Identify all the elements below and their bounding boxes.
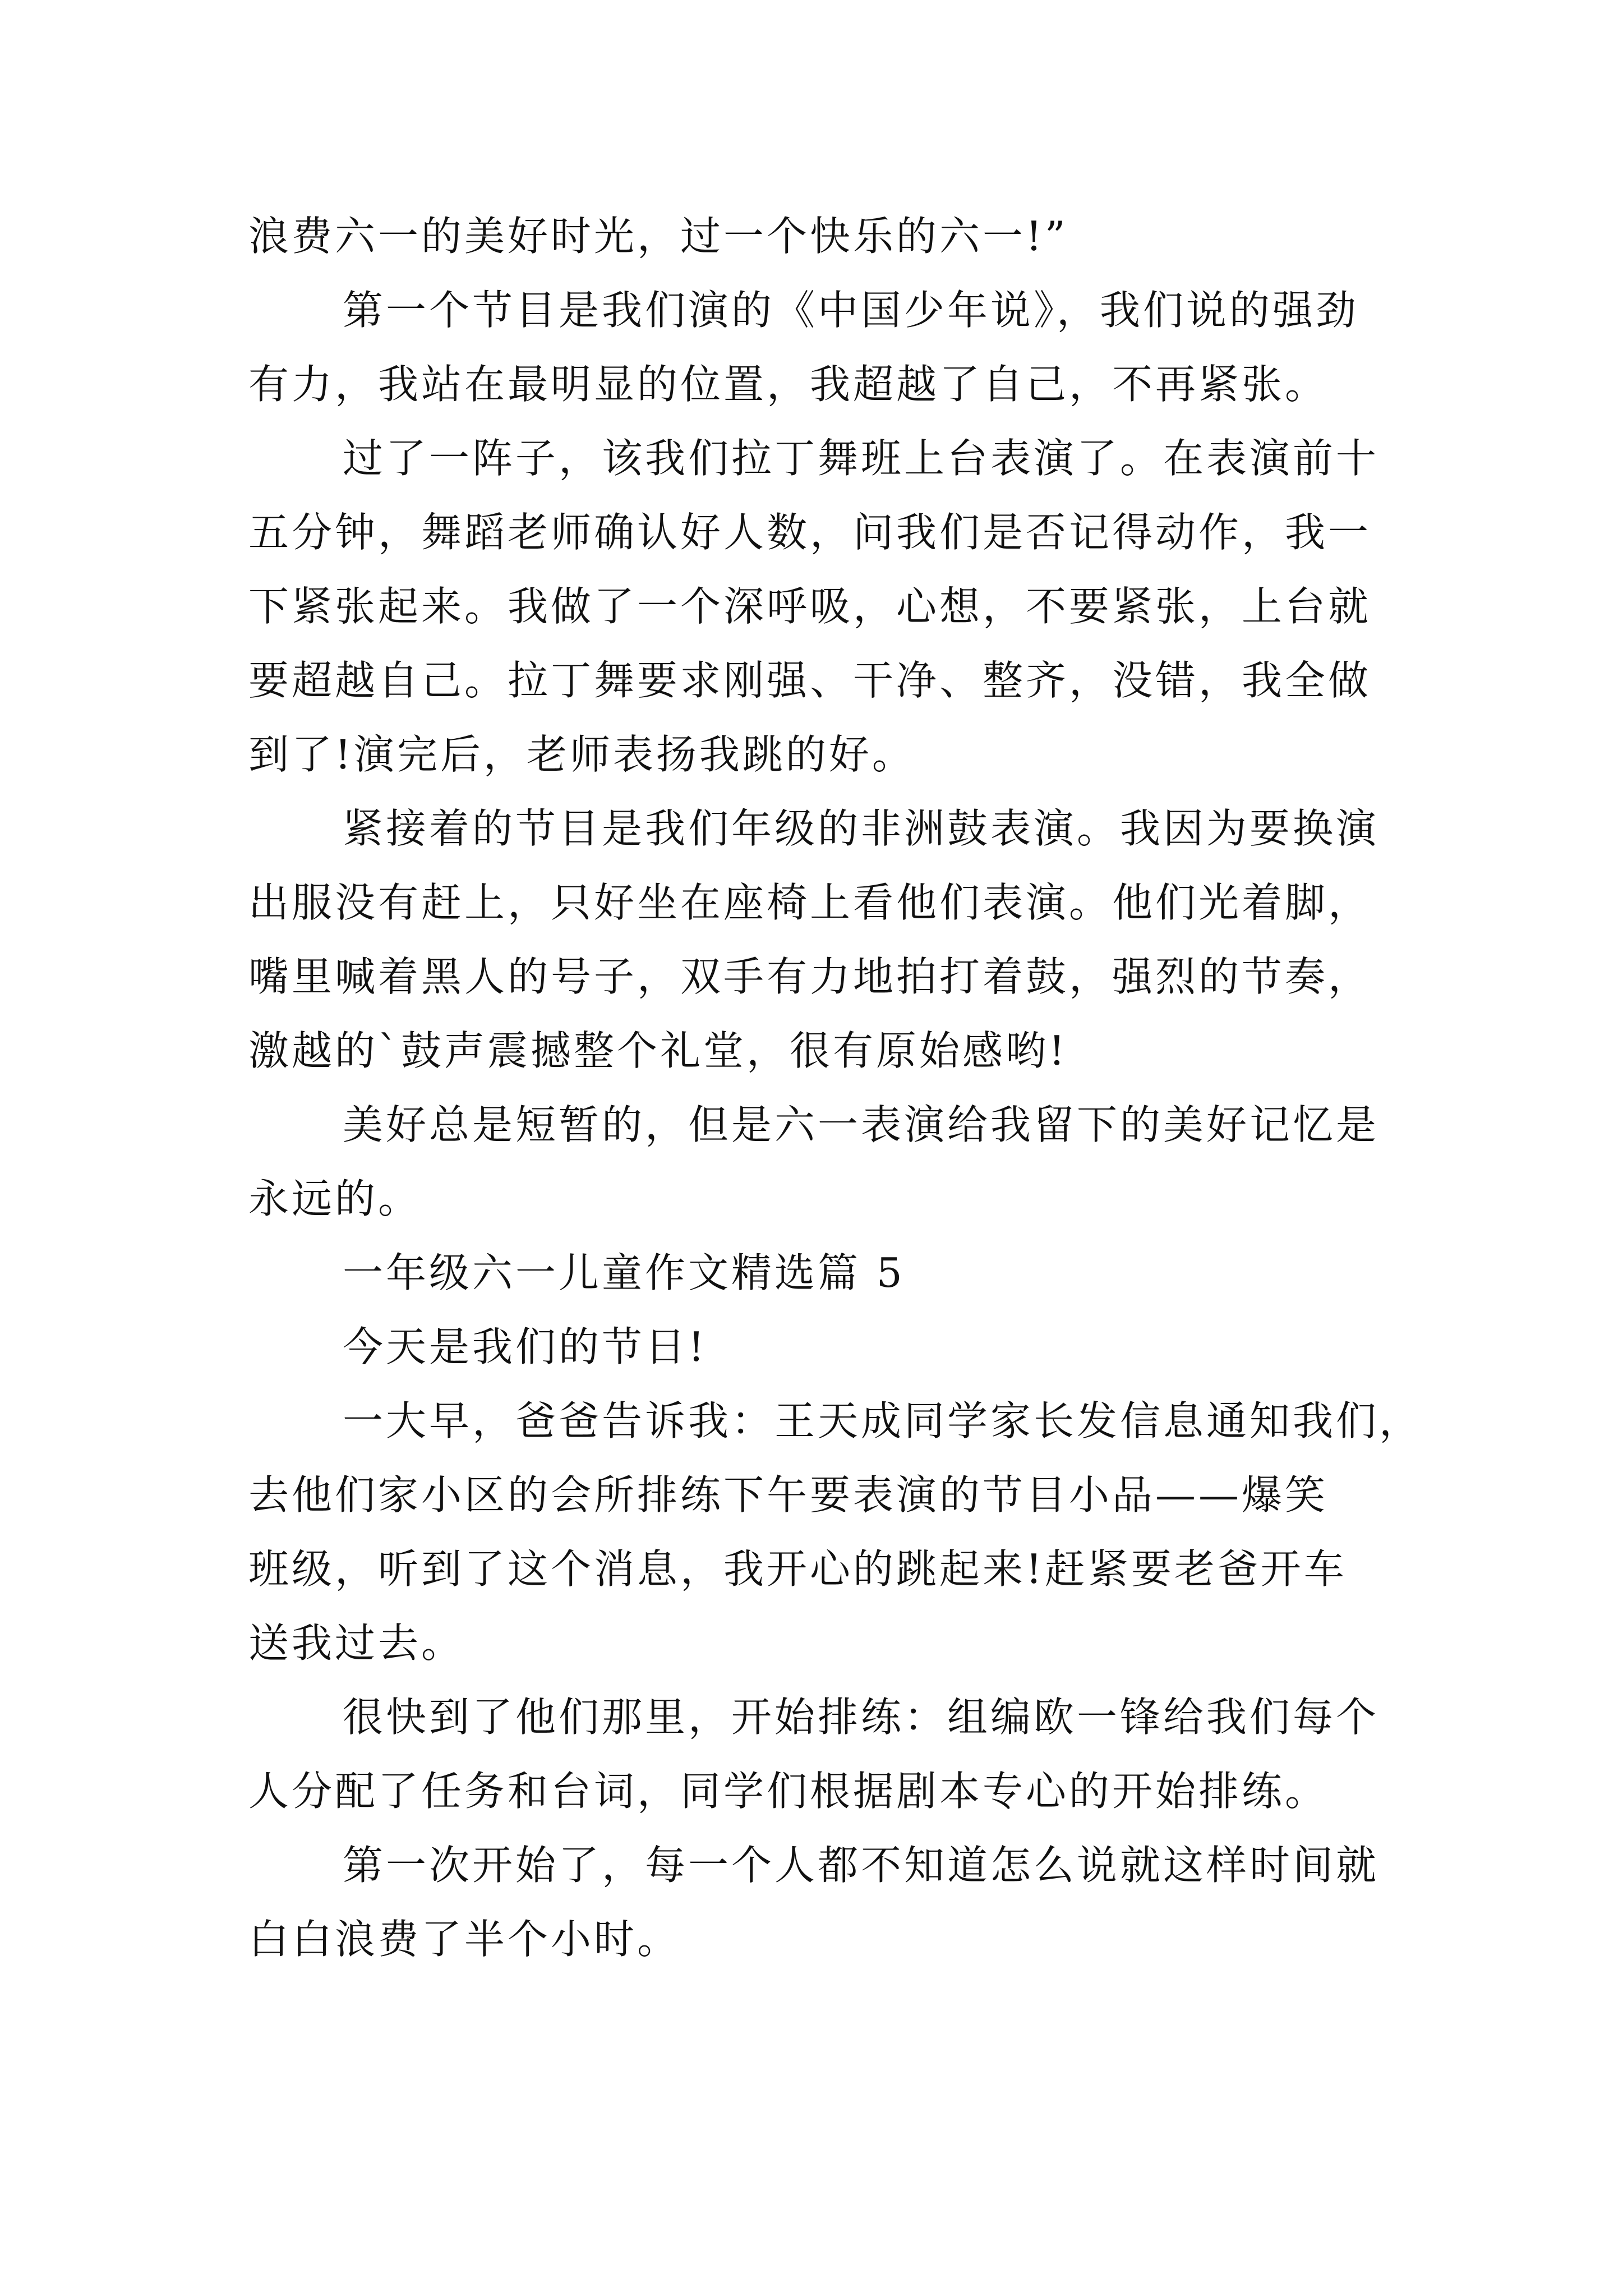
text-line: 今天是我们的节日! bbox=[343, 1323, 707, 1370]
text-line: 五分钟，舞蹈老师确认好人数，问我们是否记得动作，我一 bbox=[248, 509, 1372, 556]
text-line: 过了一阵子，该我们拉丁舞班上台表演了。在表演前十 bbox=[343, 435, 1380, 482]
text-line: 浪费六一的美好时光，过一个快乐的六一!” bbox=[248, 213, 1068, 260]
text-line: 到了!演完后，老师表扬我跳的好。 bbox=[248, 731, 915, 778]
text-line: 人分配了任务和台词，同学们根据剧本专心的开始排练。 bbox=[248, 1768, 1329, 1815]
text-line: 紧接着的节目是我们年级的非洲鼓表演。我因为要换演 bbox=[343, 805, 1380, 852]
text-line: 有力，我站在最明显的位置，我超越了自己，不再紧张。 bbox=[248, 361, 1329, 408]
text-line: 激越的`鼓声震撼整个礼堂，很有原始感哟! bbox=[248, 1027, 1068, 1074]
text-line: 一大早，爸爸告诉我：王天成同学家长发信息通知我们， bbox=[343, 1397, 1423, 1444]
document-page bbox=[248, 199, 1423, 1976]
text-line: 美好总是短暂的，但是六一表演给我留下的美好记忆是 bbox=[343, 1101, 1380, 1148]
text-line: 送我过去。 bbox=[248, 1619, 465, 1667]
text-line: 永远的。 bbox=[248, 1175, 422, 1222]
text-line: 下紧张起来。我做了一个深呼吸，心想，不要紧张，上台就 bbox=[248, 583, 1372, 630]
text-line: 白白浪费了半个小时。 bbox=[248, 1916, 681, 1963]
section-heading: 一年级六一儿童作文精选篇 5 bbox=[343, 1249, 905, 1296]
text-line: 很快到了他们那里，开始排练：组编欧一锋给我们每个 bbox=[343, 1694, 1380, 1741]
text-line: 出服没有赶上，只好坐在座椅上看他们表演。他们光着脚， bbox=[248, 879, 1372, 926]
text-line: 要超越自己。拉丁舞要求刚强、干净、整齐，没错，我全做 bbox=[248, 657, 1372, 704]
text-line: 第一次开始了，每一个人都不知道怎么说就这样时间就 bbox=[343, 1842, 1380, 1889]
text-line: 第一个节目是我们演的《中国少年说》，我们说的强劲 bbox=[343, 287, 1359, 334]
text-line: 嘴里喊着黑人的号子，双手有力地拍打着鼓，强烈的节奏， bbox=[248, 953, 1372, 1000]
text-line: 去他们家小区的会所排练下午要表演的节目小品——爆笑 bbox=[248, 1471, 1329, 1519]
text-line: 班级，听到了这个消息，我开心的跳起来!赶紧要老爸开车 bbox=[248, 1545, 1347, 1593]
